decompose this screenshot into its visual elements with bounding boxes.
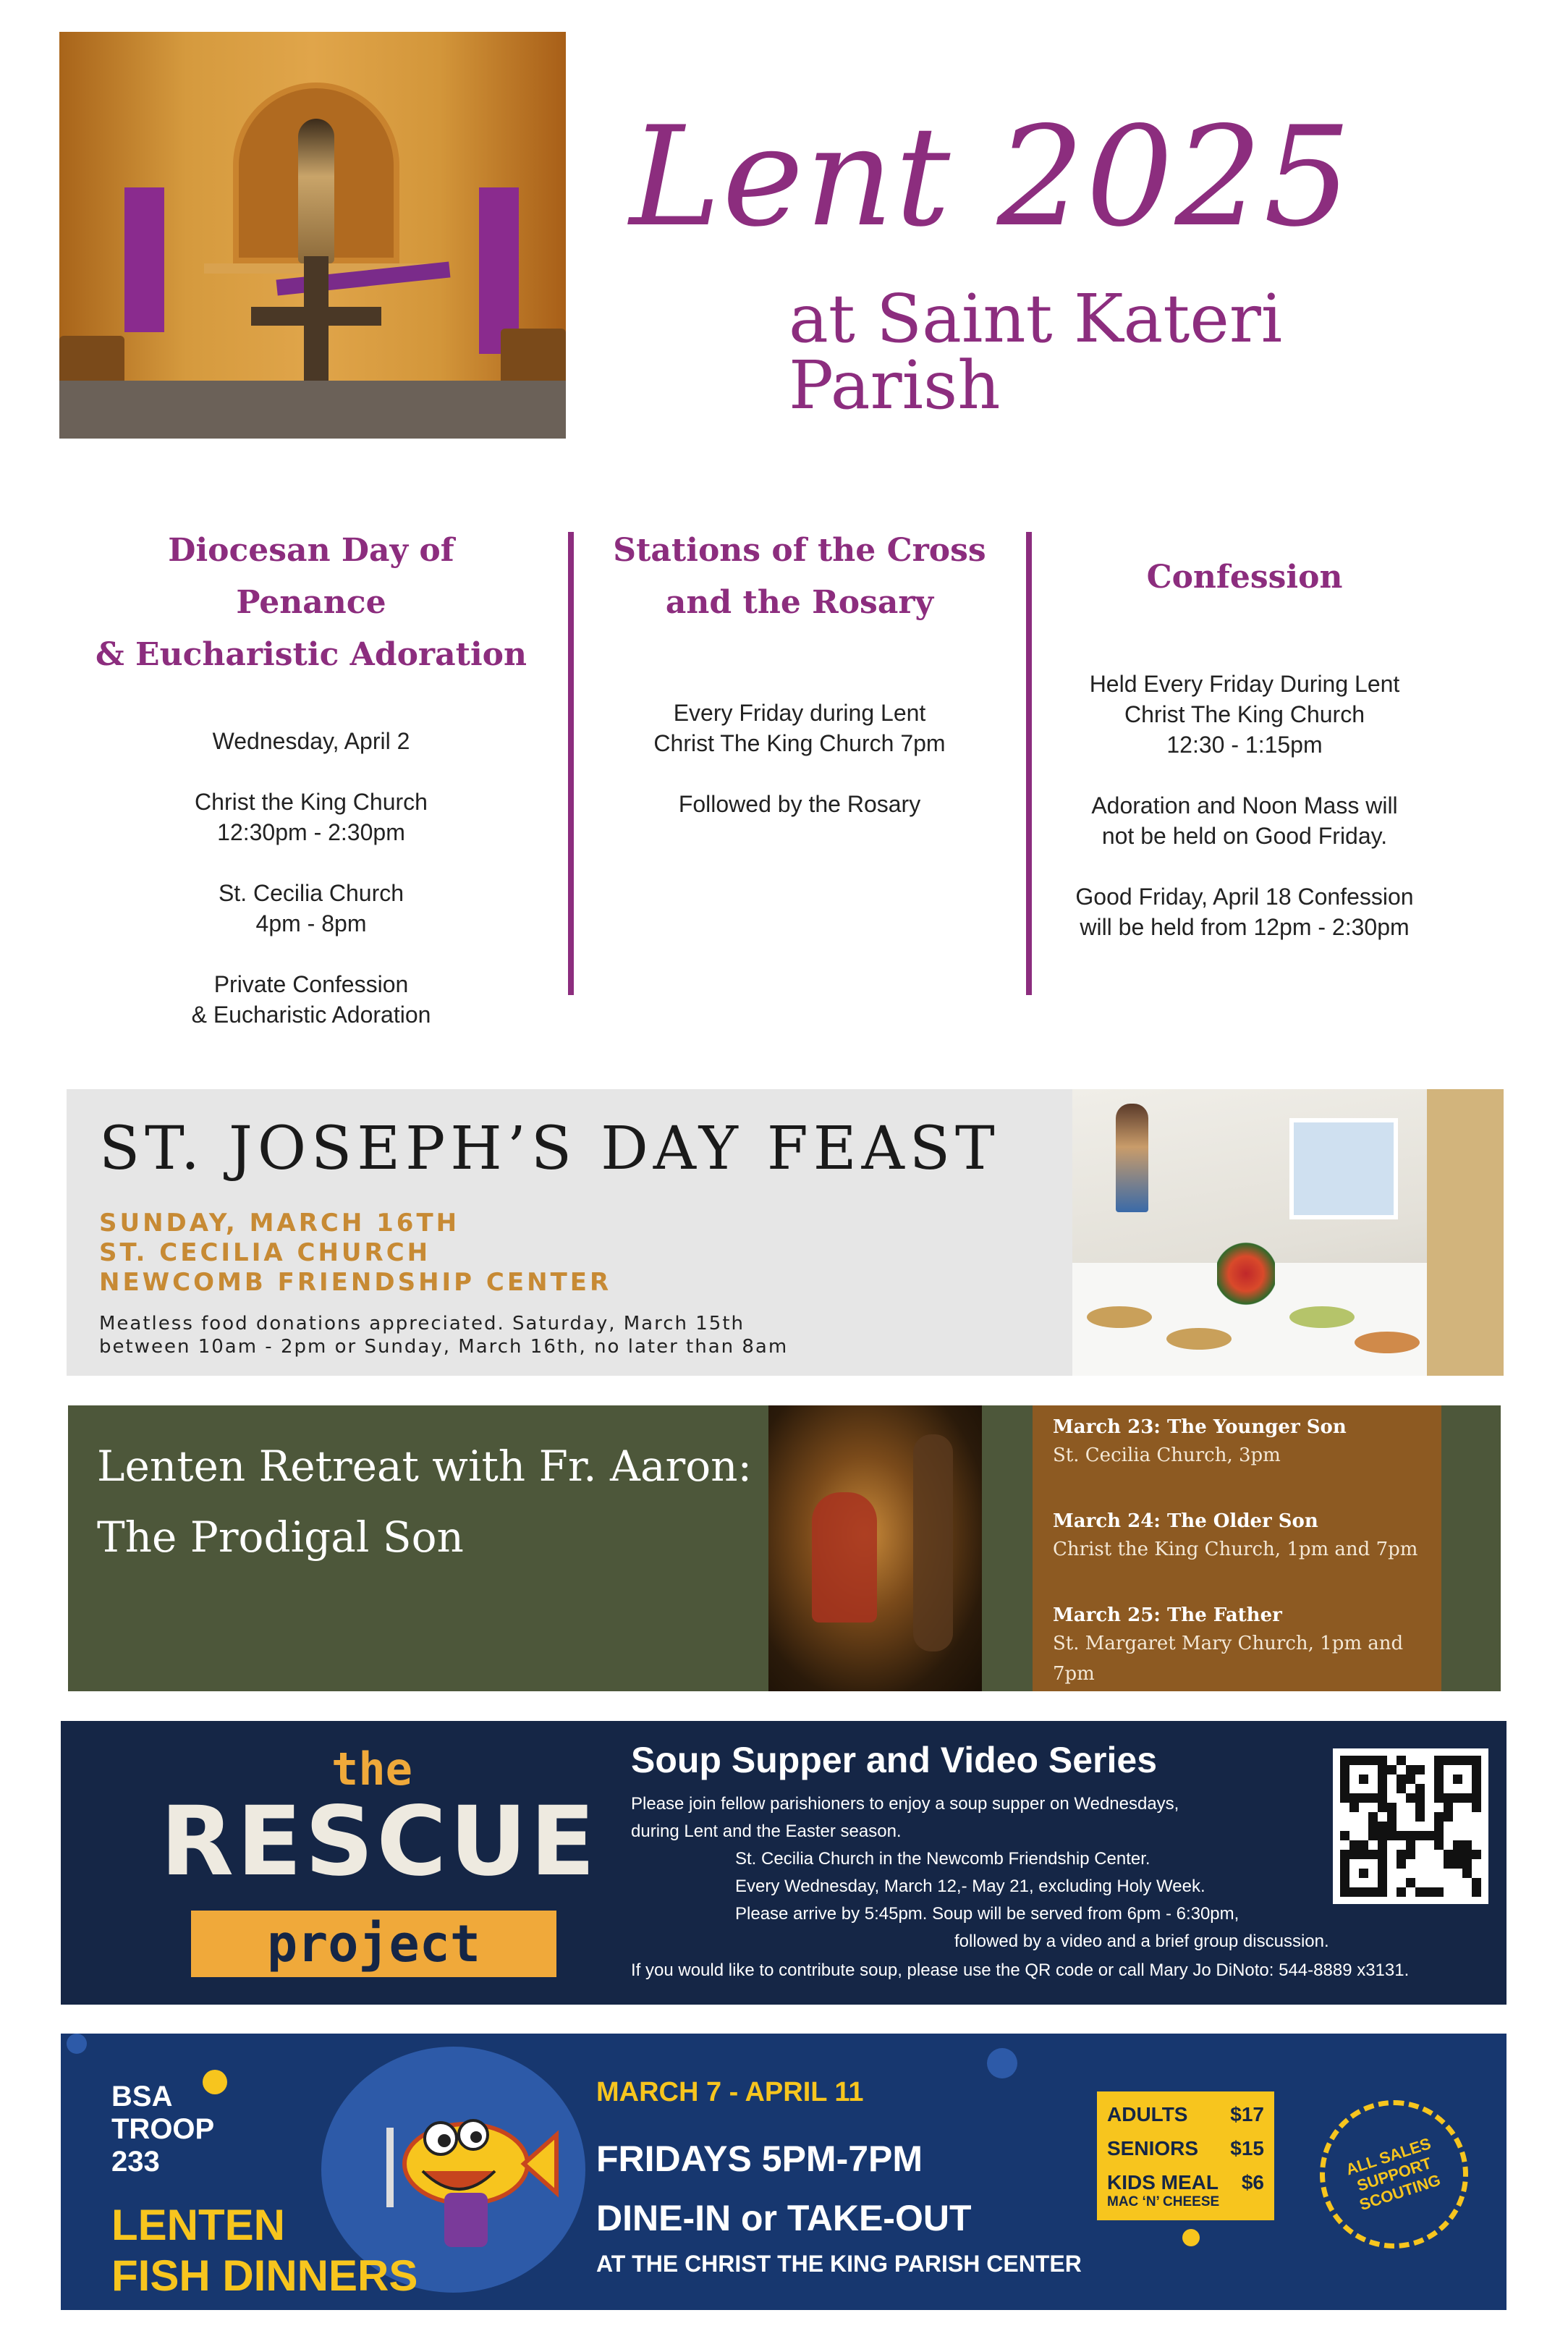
feast-table-photo	[1072, 1089, 1427, 1376]
rescue-project-banner	[61, 1721, 1506, 2005]
joseph-note-line: between 10am - 2pm or Sunday, March 16th, no later than 8am	[99, 1336, 789, 1358]
fish-times: FRIDAYS 5PM-7PM DINE-IN or TAKE-OUT	[596, 2139, 972, 2238]
qr-code-grid	[1340, 1756, 1481, 1897]
price-label: SENIORS	[1107, 2137, 1199, 2159]
badge-text: ALL SALES SUPPORT SCOUTING	[1343, 2133, 1443, 2214]
confession-heading: Confession	[1146, 559, 1343, 596]
price-row	[1107, 2131, 1264, 2165]
soup-info-line: followed by a video and a brief group discussion.	[954, 1932, 1329, 1951]
joseph-title: ST. JOSEPH’S DAY FEAST	[99, 1114, 1000, 1183]
price-row	[1107, 2097, 1264, 2131]
price-label: ADULTS	[1107, 2103, 1188, 2125]
price-value: $17	[1230, 2103, 1264, 2125]
support-scouting-badge	[1320, 2100, 1468, 2249]
stations-heading-line1: Stations of the Cross	[613, 532, 986, 569]
kids-meal-note: MAC ‘N’ CHEESE	[1107, 2194, 1220, 2209]
chapel-photo	[59, 32, 566, 439]
joseph-note-line: Meatless food donations appreciated. Saturday, March 15th	[99, 1313, 745, 1334]
confession-body: Held Every Friday During Lent Christ The King Church 12:30 - 1:15pm Adoration and Noon Mass will not be held on Good Friday. Good Friday, April 18 Confession will be held from 12pm - 2:30pm	[1075, 671, 1414, 940]
retreat-schedule	[1033, 1405, 1441, 1691]
joseph-church: ST. CECILIA CHURCH	[99, 1238, 431, 1267]
fish-dinner-title: LENTEN FISH DINNERS	[111, 2201, 418, 2300]
confession-column	[1027, 551, 1462, 942]
retreat-session	[1053, 1414, 1444, 1471]
qr-code[interactable]	[1333, 1748, 1488, 1904]
session-title: March 24: The Older Son	[1053, 1510, 1318, 1532]
penance-body: Wednesday, April 2 Christ the King Church 12:30pm - 2:30pm St. Cecilia Church 4pm - 8pm Private Confession & Eucharistic Adoration	[191, 728, 431, 1028]
rescue-logo-the: the	[331, 1743, 412, 1795]
joseph-donation-note	[99, 1312, 1112, 1358]
penance-heading-line2: & Eucharistic Adoration	[96, 636, 527, 673]
soup-info-line: Please join fellow parishioners to enjoy a soup supper on Wednesdays,	[631, 1794, 1179, 1814]
joseph-feast-banner	[67, 1089, 1504, 1376]
retreat-banner	[68, 1405, 1501, 1691]
session-title: March 25: The Father	[1053, 1604, 1282, 1626]
fish-location: AT THE CHRIST THE KING PARISH CENTER	[596, 2251, 1082, 2277]
soup-info-line: Every Wednesday, March 12,- May 21, excluding Holy Week.	[735, 1877, 1205, 1896]
joseph-date: SUNDAY, MARCH 16TH	[99, 1209, 460, 1238]
penance-heading-line1: Diocesan Day of Penance	[168, 532, 454, 621]
retreat-session	[1053, 1508, 1444, 1565]
session-location: St. Margaret Mary Church, 1pm and 7pm	[1053, 1633, 1404, 1685]
price-list	[1097, 2091, 1274, 2220]
retreat-session	[1053, 1602, 1444, 1689]
soup-info-line: during Lent and the Easter season.	[631, 1822, 902, 1841]
column-divider	[568, 532, 574, 995]
troop-name: BSA TROOP 233	[111, 2081, 215, 2178]
stations-body: Every Friday during Lent Christ The King Church 7pm Followed by the Rosary	[653, 700, 946, 817]
session-location: Christ the King Church, 1pm and 7pm	[1053, 1539, 1418, 1560]
page-title: Lent 2025	[630, 97, 1353, 257]
stations-column	[582, 525, 1017, 819]
retreat-title: Lenten Retreat with Fr. Aaron: The Prodigal Son	[97, 1442, 753, 1562]
fish-dinner-banner	[61, 2034, 1506, 2310]
rescue-logo-word: RESCUE	[160, 1786, 598, 1898]
prodigal-son-painting	[768, 1405, 982, 1691]
price-label: KIDS MEAL	[1107, 2171, 1219, 2194]
fish-dates: MARCH 7 - APRIL 11	[596, 2077, 864, 2107]
soup-info-line: If you would like to contribute soup, please use the QR code or call Mary Jo DiNoto: 544-8889 x3131.	[631, 1960, 1410, 1980]
soup-supper-heading: Soup Supper and Video Series	[631, 1740, 1158, 1780]
soup-info-line: St. Cecilia Church in the Newcomb Friendship Center.	[735, 1849, 1150, 1869]
rescue-logo-project: project	[191, 1911, 556, 1977]
session-location: St. Cecilia Church, 3pm	[1053, 1444, 1281, 1466]
price-value: $6	[1241, 2171, 1264, 2194]
soup-info-line: Please arrive by 5:45pm. Soup will be served from 6pm - 6:30pm,	[735, 1904, 1239, 1924]
session-title: March 23: The Younger Son	[1053, 1416, 1347, 1438]
page-subtitle: at Saint Kateri Parish	[789, 280, 1283, 424]
penance-column	[94, 525, 528, 1030]
joseph-venue: NEWCOMB FRIENDSHIP CENTER	[99, 1268, 612, 1297]
price-value: $15	[1230, 2137, 1264, 2159]
stations-heading-line2: and the Rosary	[665, 584, 934, 621]
joseph-details	[99, 1209, 823, 1298]
